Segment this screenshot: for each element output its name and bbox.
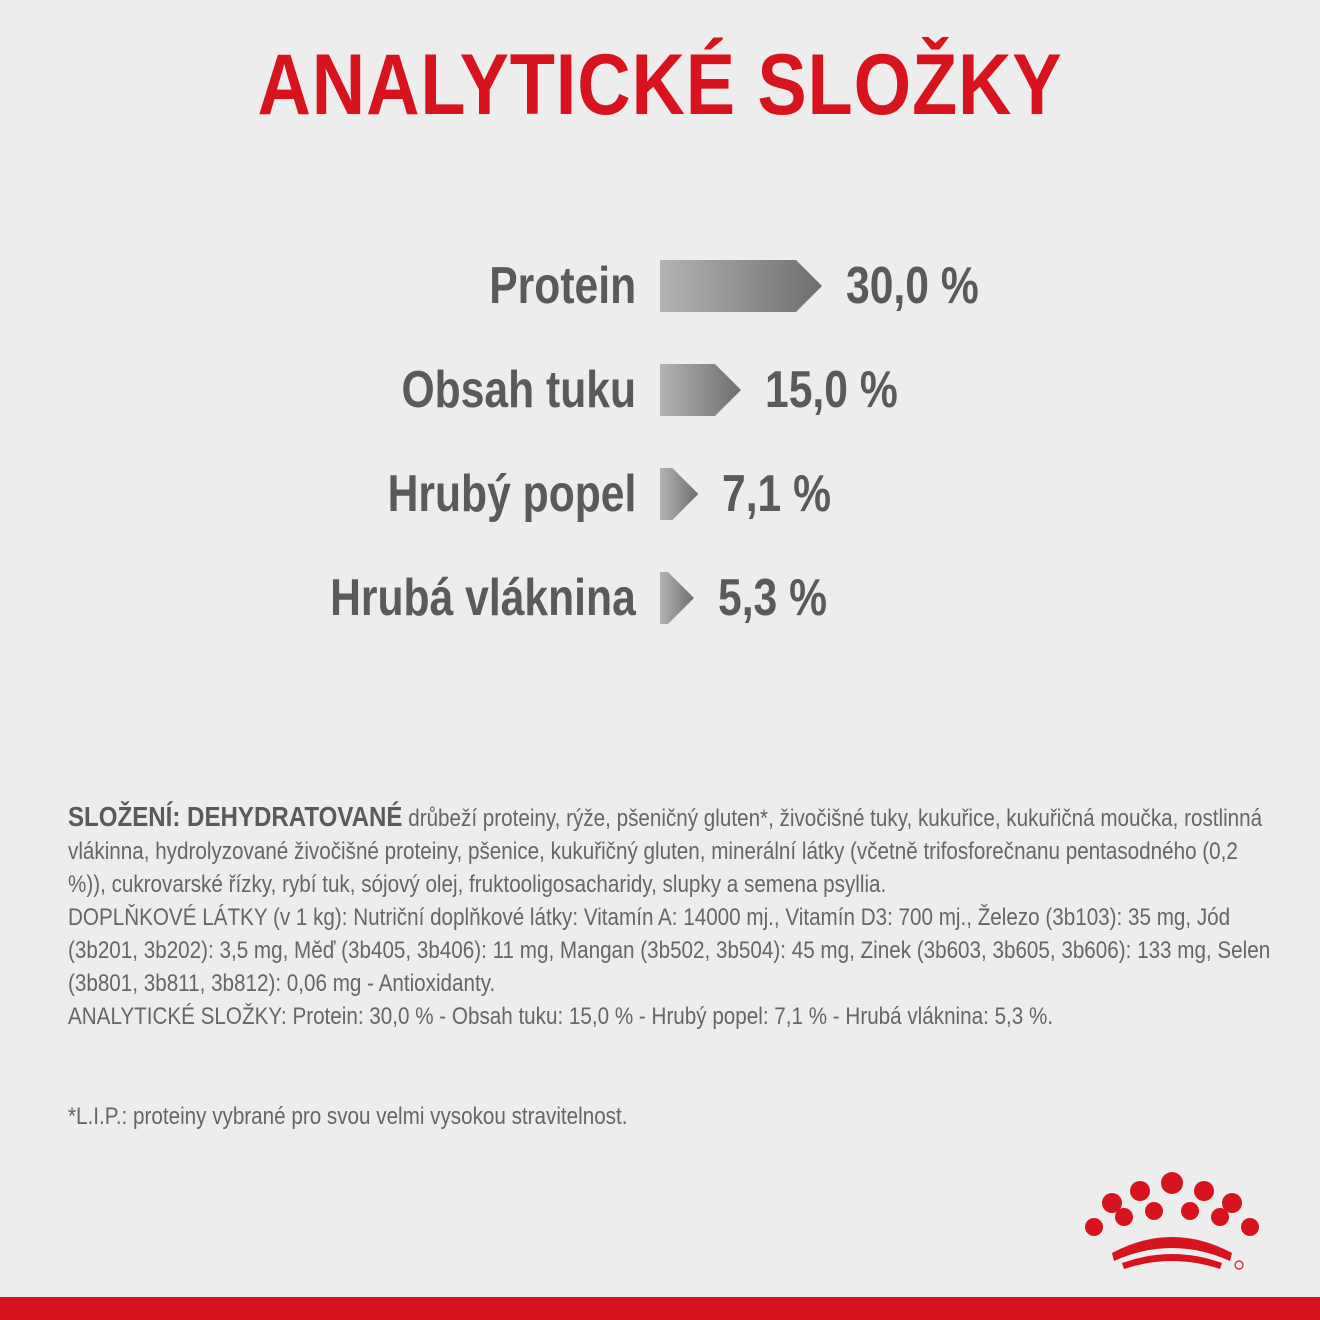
nutrient-label: Hrubá vláknina [330, 569, 636, 627]
nutrient-row-protein [0, 256, 1320, 316]
footnote: *L.I.P.: proteiny vybrané pro svou velmi vysokou stravitelnost. [68, 1103, 628, 1130]
page-title: ANALYTICKÉ SLOŽKY [257, 37, 1063, 133]
nutrient-row-fibre [0, 568, 1320, 628]
nutrient-value: 7,1 % [722, 465, 832, 523]
nutrient-bar [660, 260, 822, 312]
nutrient-label: Hrubý popel [387, 465, 636, 523]
nutrient-bar [660, 364, 741, 416]
crown-logo-icon [1082, 1165, 1262, 1275]
nutrient-bar [660, 468, 698, 520]
nutrient-bar [660, 572, 694, 624]
nutrient-bar-shape [660, 468, 698, 520]
additives-paragraph: DOPLŇKOVÉ LÁTKY (v 1 kg): Nutriční doplňkové látky: Vitamín A: 14000 mj., Vitamín D3: 700 mj., Železo (3b103): 35 mg, Jód (3b201, 3b202): 3,5 mg, Měď (3b405, 3b406): 11 mg, Mangan (3b502, 3b504): 45 mg, Zinek (3b603, 3b605, 3b606): 133 mg, Selen (3b801, 3b811, 3b812): 0,06 mg - Antioxidanty. [68, 904, 1271, 997]
nutrient-value: 30,0 % [846, 257, 979, 315]
ingredients-paragraph [68, 800, 1272, 901]
bottom-accent-bar [0, 1297, 1320, 1320]
nutrient-value: 15,0 % [765, 361, 898, 419]
nutrient-label: Obsah tuku [401, 361, 636, 419]
nutrient-bar-shape [660, 260, 822, 312]
nutrient-row-ash [0, 464, 1320, 524]
nutrient-bar-shape [660, 364, 741, 416]
nutrient-label: Protein [489, 257, 636, 315]
composition-lead: SLOŽENÍ: DEHYDRATOVANÉ [68, 801, 403, 832]
ingredients-list: drůbeží proteiny, rýže, pšeničný gluten*, živočišné tuky, kukuřice, kukuřičná moučka, rostlinná vlákinna, hydrolyzované živočišné proteiny, pšenice, kukuřičný gluten, minerální látky (včetně trifosforečnanu pentasodného (0,2 %)), cukrovarské řízky, rybí tuk, sójový olej, fruktooligosacharidy, slupky a semena psyllia. [68, 805, 1263, 898]
composition-text [68, 800, 1272, 1033]
nutrient-bar-shape [660, 572, 694, 624]
nutrient-row-fat [0, 360, 1320, 420]
nutrient-value: 5,3 % [718, 569, 828, 627]
analytical-paragraph: ANALYTICKÉ SLOŽKY: Protein: 30,0 % - Obsah tuku: 15,0 % - Hrubý popel: 7,1 % - Hrubá vláknina: 5,3 %. [68, 1003, 1054, 1030]
